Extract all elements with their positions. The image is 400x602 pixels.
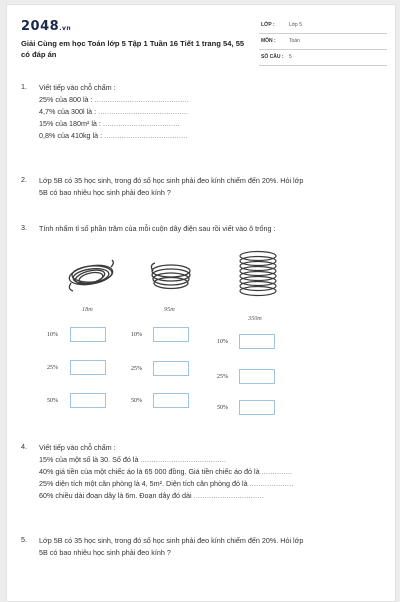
item-text: 15% của 180m² là : [39, 119, 101, 128]
item-text: 60% chiều dài đoạn dây là 6m. Đoạn dây đó dài [39, 491, 192, 500]
question-number: 5. [21, 535, 27, 544]
question-4 [39, 442, 294, 502]
answer-box[interactable] [239, 400, 275, 415]
item-text: 25% của 800 là : [39, 95, 93, 104]
wire-coil-image [65, 257, 117, 297]
percent-label: 50% [217, 405, 228, 411]
meta-value: Toán [289, 38, 300, 44]
percent-label: 25% [217, 374, 228, 380]
meta-subject [259, 33, 387, 50]
coil-length-label: 18m [82, 306, 93, 313]
answer-box[interactable] [239, 334, 275, 349]
percent-label: 10% [131, 332, 142, 338]
item-text: 40% giá tiền của một chiếc áo là 65 000 đồng. Giá tiền chiếc áo đó là [39, 467, 260, 476]
worksheet-page [6, 4, 396, 602]
question-1 [39, 82, 189, 142]
answer-box[interactable] [70, 327, 106, 342]
document-title: Giải Cùng em học Toán lớp 5 Tập 1 Tuần 16 Tiết 1 trang 54, 55 có đáp án [21, 39, 245, 59]
percent-label: 25% [47, 365, 58, 371]
question-text: Lớp 5B có 35 học sinh, trong đó số học sinh phải đeo kính chiếm đến 20%. Hỏi lớp [39, 536, 304, 545]
answer-box[interactable] [153, 393, 189, 408]
answer-box[interactable] [70, 360, 106, 375]
item-text: 0,8% của 410kg là : [39, 131, 103, 140]
question-number: 2. [21, 175, 27, 184]
question-number: 3. [21, 223, 27, 232]
question-text: Lớp 5B có 35 học sinh, trong đó số học sinh phải đeo kính chiếm đến 20%. Hỏi lớp [39, 176, 304, 185]
question-text: Tính nhẩm tỉ số phần trăm của mỗi cuộn dây điện sau rồi viết vào ô trống : [39, 224, 276, 233]
meta-value: 5 [289, 54, 292, 60]
fill-item: 25% của 800 là : ........................................... [39, 95, 190, 104]
question-intro: Viết tiếp vào chỗ chấm : [39, 83, 116, 92]
meta-value: Lớp 5 [289, 22, 303, 28]
logo-text: 2048 [21, 19, 60, 34]
fill-item: 60% chiều dài đoạn dây là 6m. Đoạn dây đó dài ................................ [39, 491, 264, 500]
question-text: 5B có bao nhiêu học sinh phải đeo kính ? [39, 188, 171, 197]
percent-label: 25% [131, 366, 142, 372]
coil-length-label: 95m [164, 306, 175, 313]
question-3 [39, 223, 276, 235]
wire-coil-image [147, 259, 195, 295]
meta-count [259, 49, 387, 66]
item-text: 25% diện tích một căn phòng là 4, 5m². Diện tích căn phòng đó là [39, 479, 248, 488]
fill-item: 0,8% của 410kg là : ...................................... [39, 131, 188, 140]
fill-item: 15% của một số là 30. Số đó là ....................................... [39, 455, 227, 464]
answer-box[interactable] [70, 393, 106, 408]
question-number: 4. [21, 442, 27, 451]
wire-coil-image [235, 249, 281, 301]
fill-item: 25% diện tích một căn phòng là 4, 5m². Diện tích căn phòng đó là .................... [39, 479, 294, 488]
item-text: 15% của một số là 30. Số đó là [39, 455, 139, 464]
percent-label: 10% [47, 332, 58, 338]
question-2 [39, 175, 303, 199]
question-text: 5B có bao nhiêu học sinh phải đeo kính ? [39, 548, 171, 557]
fill-item: 15% của 180m² là : ................................... [39, 119, 180, 128]
question-number: 1. [21, 82, 27, 91]
fill-item: 40% giá tiền của một chiếc áo là 65 000 đồng. Giá tiền chiếc áo đó là .............. [39, 467, 293, 476]
meta-label: SỐ CÂU : [261, 54, 284, 60]
meta-label: LỚP : [261, 22, 275, 28]
meta-class [259, 17, 387, 34]
question-intro: Viết tiếp vào chỗ chấm : [39, 443, 116, 452]
percent-label: 50% [131, 398, 142, 404]
logo-suffix: .vn [59, 25, 72, 32]
percent-label: 10% [217, 339, 228, 345]
answer-box[interactable] [239, 369, 275, 384]
percent-label: 50% [47, 398, 58, 404]
coil-length-label: 350m [248, 315, 262, 322]
site-logo[interactable] [21, 19, 71, 34]
answer-box[interactable] [153, 361, 189, 376]
item-text: 4,7% của 300l là : [39, 107, 97, 116]
fill-item: 4,7% của 300l là : ......................................... [39, 107, 189, 116]
question-5 [39, 535, 303, 559]
meta-label: MÔN : [261, 38, 276, 44]
answer-box[interactable] [153, 327, 189, 342]
